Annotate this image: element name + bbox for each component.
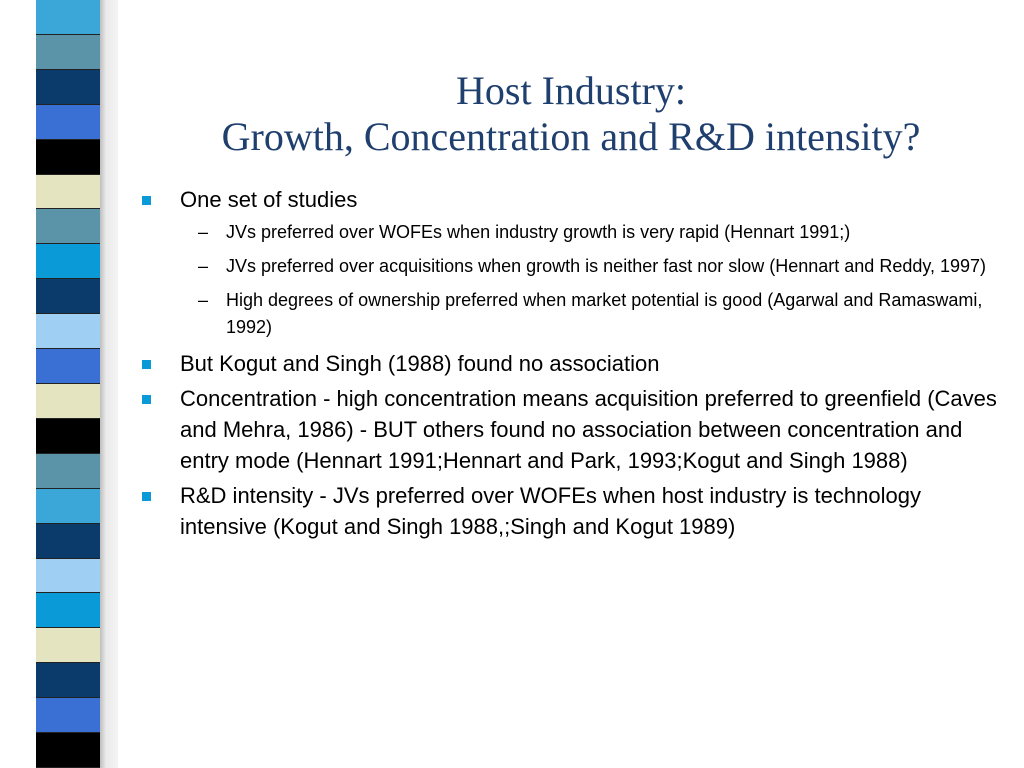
bullet-text: But Kogut and Singh (1988) found no association — [180, 351, 660, 376]
sidebar-stripe — [36, 663, 100, 698]
sidebar-stripe — [36, 209, 100, 244]
square-bullet-icon — [142, 360, 151, 369]
slide-title-line-1: Host Industry: — [456, 68, 686, 113]
bullet-text: One set of studies — [180, 187, 358, 212]
sidebar-stripe — [36, 279, 100, 314]
slide-title-line-2: Growth, Concentration and R&D intensity? — [221, 114, 921, 159]
sidebar-stripe — [36, 349, 100, 384]
dash-bullet-icon: – — [198, 222, 209, 242]
slide-title — [118, 68, 1024, 160]
square-bullet-icon — [142, 492, 151, 501]
sidebar-stripe — [36, 628, 100, 663]
slide-content — [140, 184, 1000, 546]
sidebar-stripe — [36, 559, 100, 594]
sub-bullet-item — [140, 219, 1000, 246]
bullet-text: R&D intensity - JVs preferred over WOFEs when host industry is technology intensive (Kogut and Singh 1988,;Singh and Kogut 1989) — [180, 483, 921, 539]
dash-bullet-icon: – — [198, 290, 209, 310]
sidebar-stripe — [36, 454, 100, 489]
bullet-item — [140, 184, 1000, 215]
sub-bullet-list — [140, 219, 1000, 341]
sidebar-stripe — [36, 244, 100, 279]
sidebar-stripe — [36, 733, 100, 768]
sidebar-shadow — [100, 0, 106, 768]
sidebar-stripe — [36, 524, 100, 559]
sidebar-stripe — [36, 175, 100, 210]
decorative-sidebar — [0, 0, 118, 768]
sidebar-stripe — [36, 698, 100, 733]
square-bullet-icon — [142, 196, 151, 205]
square-bullet-icon — [142, 395, 151, 404]
sidebar-stripe — [36, 314, 100, 349]
sub-bullet-item — [140, 253, 1000, 280]
dash-bullet-icon: – — [198, 256, 209, 276]
sidebar-stripe — [36, 489, 100, 524]
bullet-item — [140, 480, 1000, 542]
bullet-item — [140, 348, 1000, 379]
sub-bullet-text: JVs preferred over acquisitions when growth is neither fast nor slow (Hennart and Reddy, 1997) — [226, 256, 987, 276]
sidebar-stripe — [36, 593, 100, 628]
sidebar-stripe — [36, 140, 100, 175]
sidebar-stripe — [36, 384, 100, 419]
bullet-item — [140, 383, 1000, 476]
sidebar-stripe — [36, 35, 100, 70]
sidebar-stripe — [36, 0, 100, 35]
stripe-column — [36, 0, 100, 768]
sub-bullet-item — [140, 287, 1000, 341]
bullet-text: Concentration - high concentration means acquisition preferred to greenfield (Caves and Mehra, 1986) - BUT others found no association between concentration and entry mode (Hennart 1991;Hennart and Park, 1993;Kogut and Singh 1988) — [180, 386, 997, 473]
sub-bullet-text: JVs preferred over WOFEs when industry growth is very rapid (Hennart 1991;) — [226, 222, 851, 242]
sidebar-stripe — [36, 419, 100, 454]
sub-bullet-text: High degrees of ownership preferred when market potential is good (Agarwal and Ramaswami, 1992) — [226, 290, 983, 337]
sidebar-stripe — [36, 105, 100, 140]
sidebar-stripe — [36, 70, 100, 105]
